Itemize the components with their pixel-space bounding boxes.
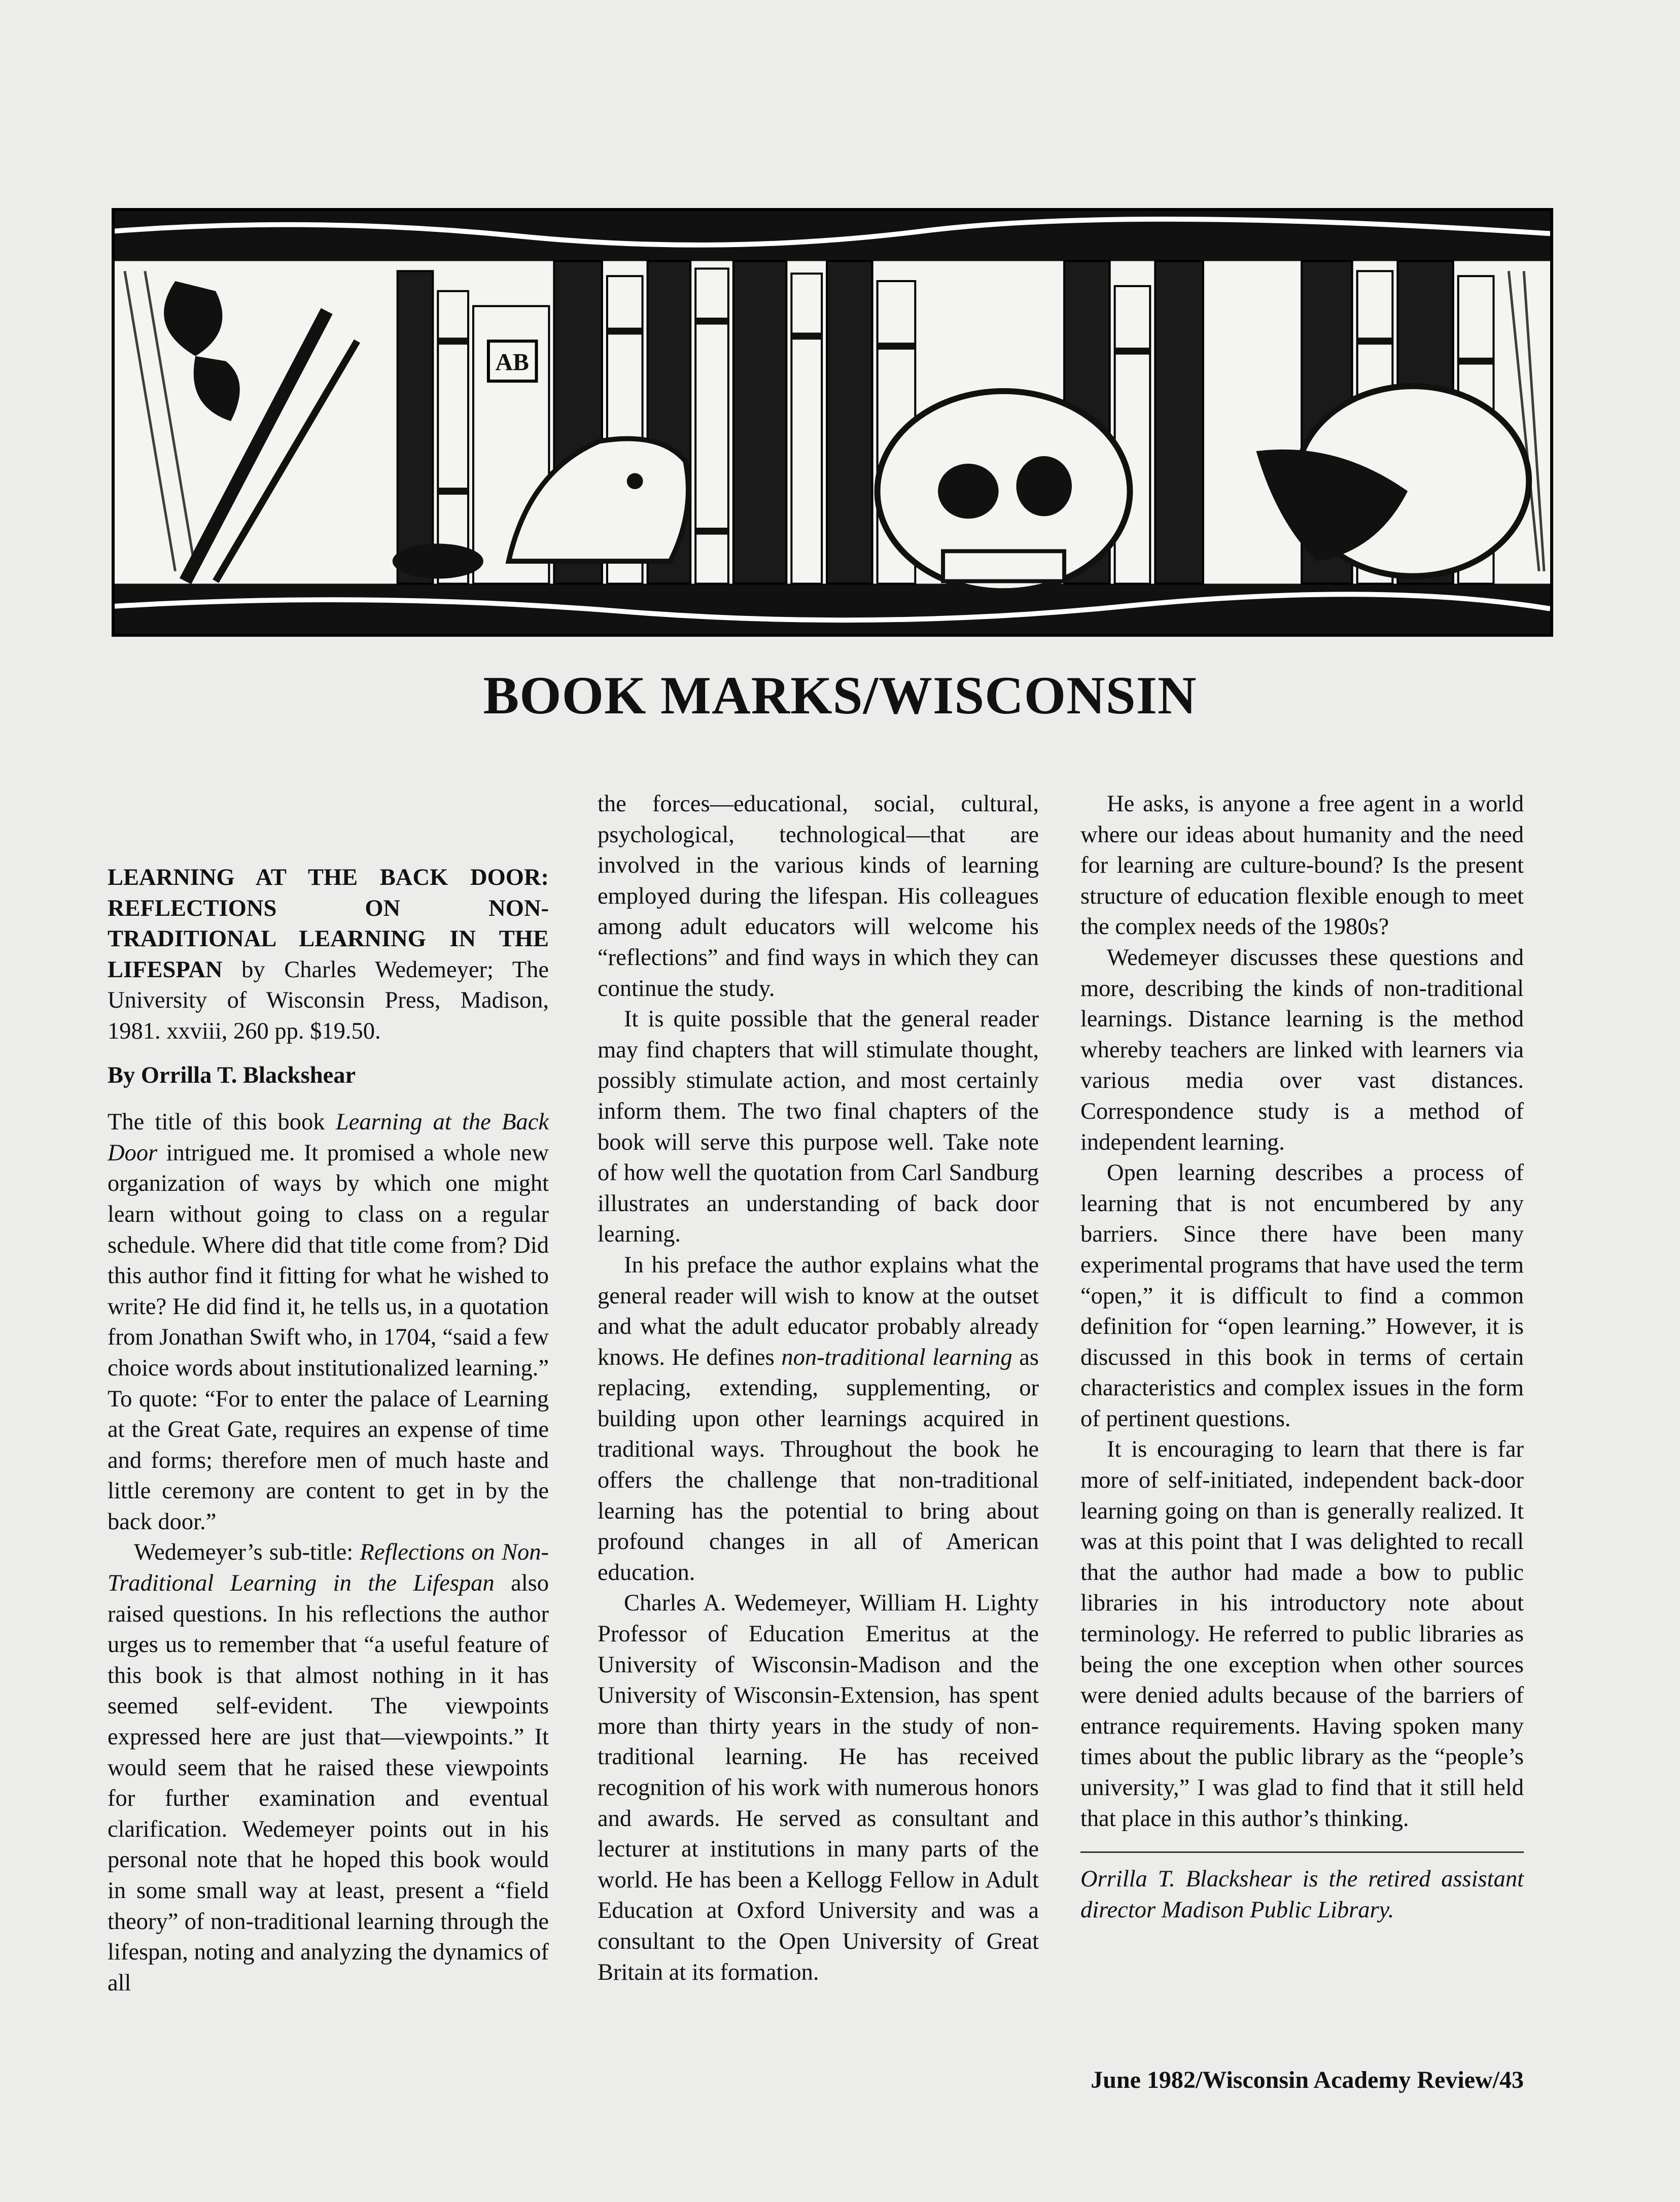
woodcut-bookshelf-icon [115,211,1550,634]
header-woodcut-illustration [112,208,1553,637]
paragraph: The title of this book Learning at the Back Door intrigued me. It promised a whole new organization of ways by which one might learn without going to class on a regular schedule. Where did that title come from? Did this author find it fitting for what he wished to write? He did find it, he tells us, in a quotation from Jonathan Swift who, in 1704, “said a few choice words about institutionalized learning.” To quote: “For to enter the palace of Learning at the Great Gate, requires an expense of time and forms; therefore men of much haste and little ceremony are content to get in by the back door.” [108,1109,549,1535]
reviewer-bio: Orrilla T. Blackshear is the retired assistant director Madison Public Library. [1080,1866,1524,1923]
paragraph: Wedemeyer discusses these questions and more, describing the kinds of non-traditional learnings. Distance learning is the method whereby teachers are linked with learners via various media over vast distances. Correspondence study is a method of independent learning. [1080,944,1524,1155]
book-publication-info: by Charles Wedemeyer; The University of Wisconsin Press, Madison, 1981. xxviii, 260 pp. $19.50. [108,956,549,1044]
article-column-3 [1080,789,1524,1925]
paragraph: In his preface the author explains what the general reader will wish to know at the outset and what the adult educator probably already knows. He defines non-traditional learning as replacing, extending, supplementing, or building upon other learnings acquired in traditional ways. Throughout the book he offers the challenge that non-traditional learning has the potential to bring about profound changes in all of American education. [598,1252,1039,1586]
paragraph: Charles A. Wedemeyer, William H. Lighty Professor of Education Emeritus at the University of Wisconsin-Madison and the University of Wisconsin-Extension, has spent more than thirty years in the study of non-traditional learning. He has received recognition of his work with numerous honors and awards. He served as consultant and lecturer at institutions in many parts of the world. He has been a Kellogg Fellow in Adult Education at Oxford University and was a consultant to the Open University of Great Britain at its formation. [598,1590,1039,1985]
divider [1080,1851,1524,1853]
page-title: BOOK MARKS/WISCONSIN [483,666,1197,725]
book-title: LEARNING AT THE BACK DOOR: REFLECTIONS ON NON-TRADITIONAL LEARNING IN THE LIFESPAN [108,865,549,983]
page-footer: June 1982/Wisconsin Academy Review/43 [1091,2067,1524,2093]
paragraph: It is quite possible that the general reader may find chapters that will stimulate thought, possibly stimulate action, and most certainly inform them. The two final chapters of the book will serve this purpose well. Take note of how well the quotation from Carl Sandburg illustrates an understanding of back door learning. [598,1006,1039,1248]
author-byline: By Orrilla T. Blackshear [108,1062,356,1088]
paragraph: Open learning describes a process of learning that is not encumbered by any barriers. Since there have been many experimental programs that have used the term “open,” it is difficult to find a common definition for “open learning.” However, it is discussed in this book in terms of certain characteristics and complex issues in the form of pertinent questions. [1080,1160,1524,1432]
paragraph: It is encouraging to learn that there is far more of self-initiated, independent back-door learning going on than is generally realized. It was at this point that I was delighted to recall that the author had made a bow to public libraries in his introductory note about terminology. He referred to public libraries as being the one exception when other sources were denied adults because of the barriers of entrance requirements. Having spoken many times about the public library as the “people’s university,” I was glad to find that it still held that place in this author’s thinking. [1080,1436,1524,1832]
paragraph: He asks, is anyone a free agent in a world where our ideas about humanity and the need for learning are culture-bound? Is the present structure of education flexible enough to meet the complex needs of the 1980s? [1080,791,1524,940]
book-citation [108,863,549,1047]
paragraph: the forces—educational, social, cultural, psychological, technological—that are involved in the various kinds of learning employed during the lifespan. His colleagues among adult educators will welcome his “reflections” and find ways in which they can continue the study. [598,791,1039,1002]
paragraph: Wedemeyer’s sub-title: Reflections on Non-Traditional Learning in the Lifespan also raised questions. In his reflections the author urges us to remember that “a useful feature of this book is that almost nothing in it has seemed self-evident. The viewpoints expressed here are just that—viewpoints.” It would seem that he raised these viewpoints for further examination and eventual clarification. Wedemeyer points out in his personal note that he hoped this book would in some small way at least, present a “field theory” of non-traditional learning through the lifespan, noting and analyzing the dynamics of all [108,1539,549,1996]
article-column-2 [598,789,1039,1988]
article-column-1 [108,863,549,1999]
book-spine-label: AB [495,349,529,376]
